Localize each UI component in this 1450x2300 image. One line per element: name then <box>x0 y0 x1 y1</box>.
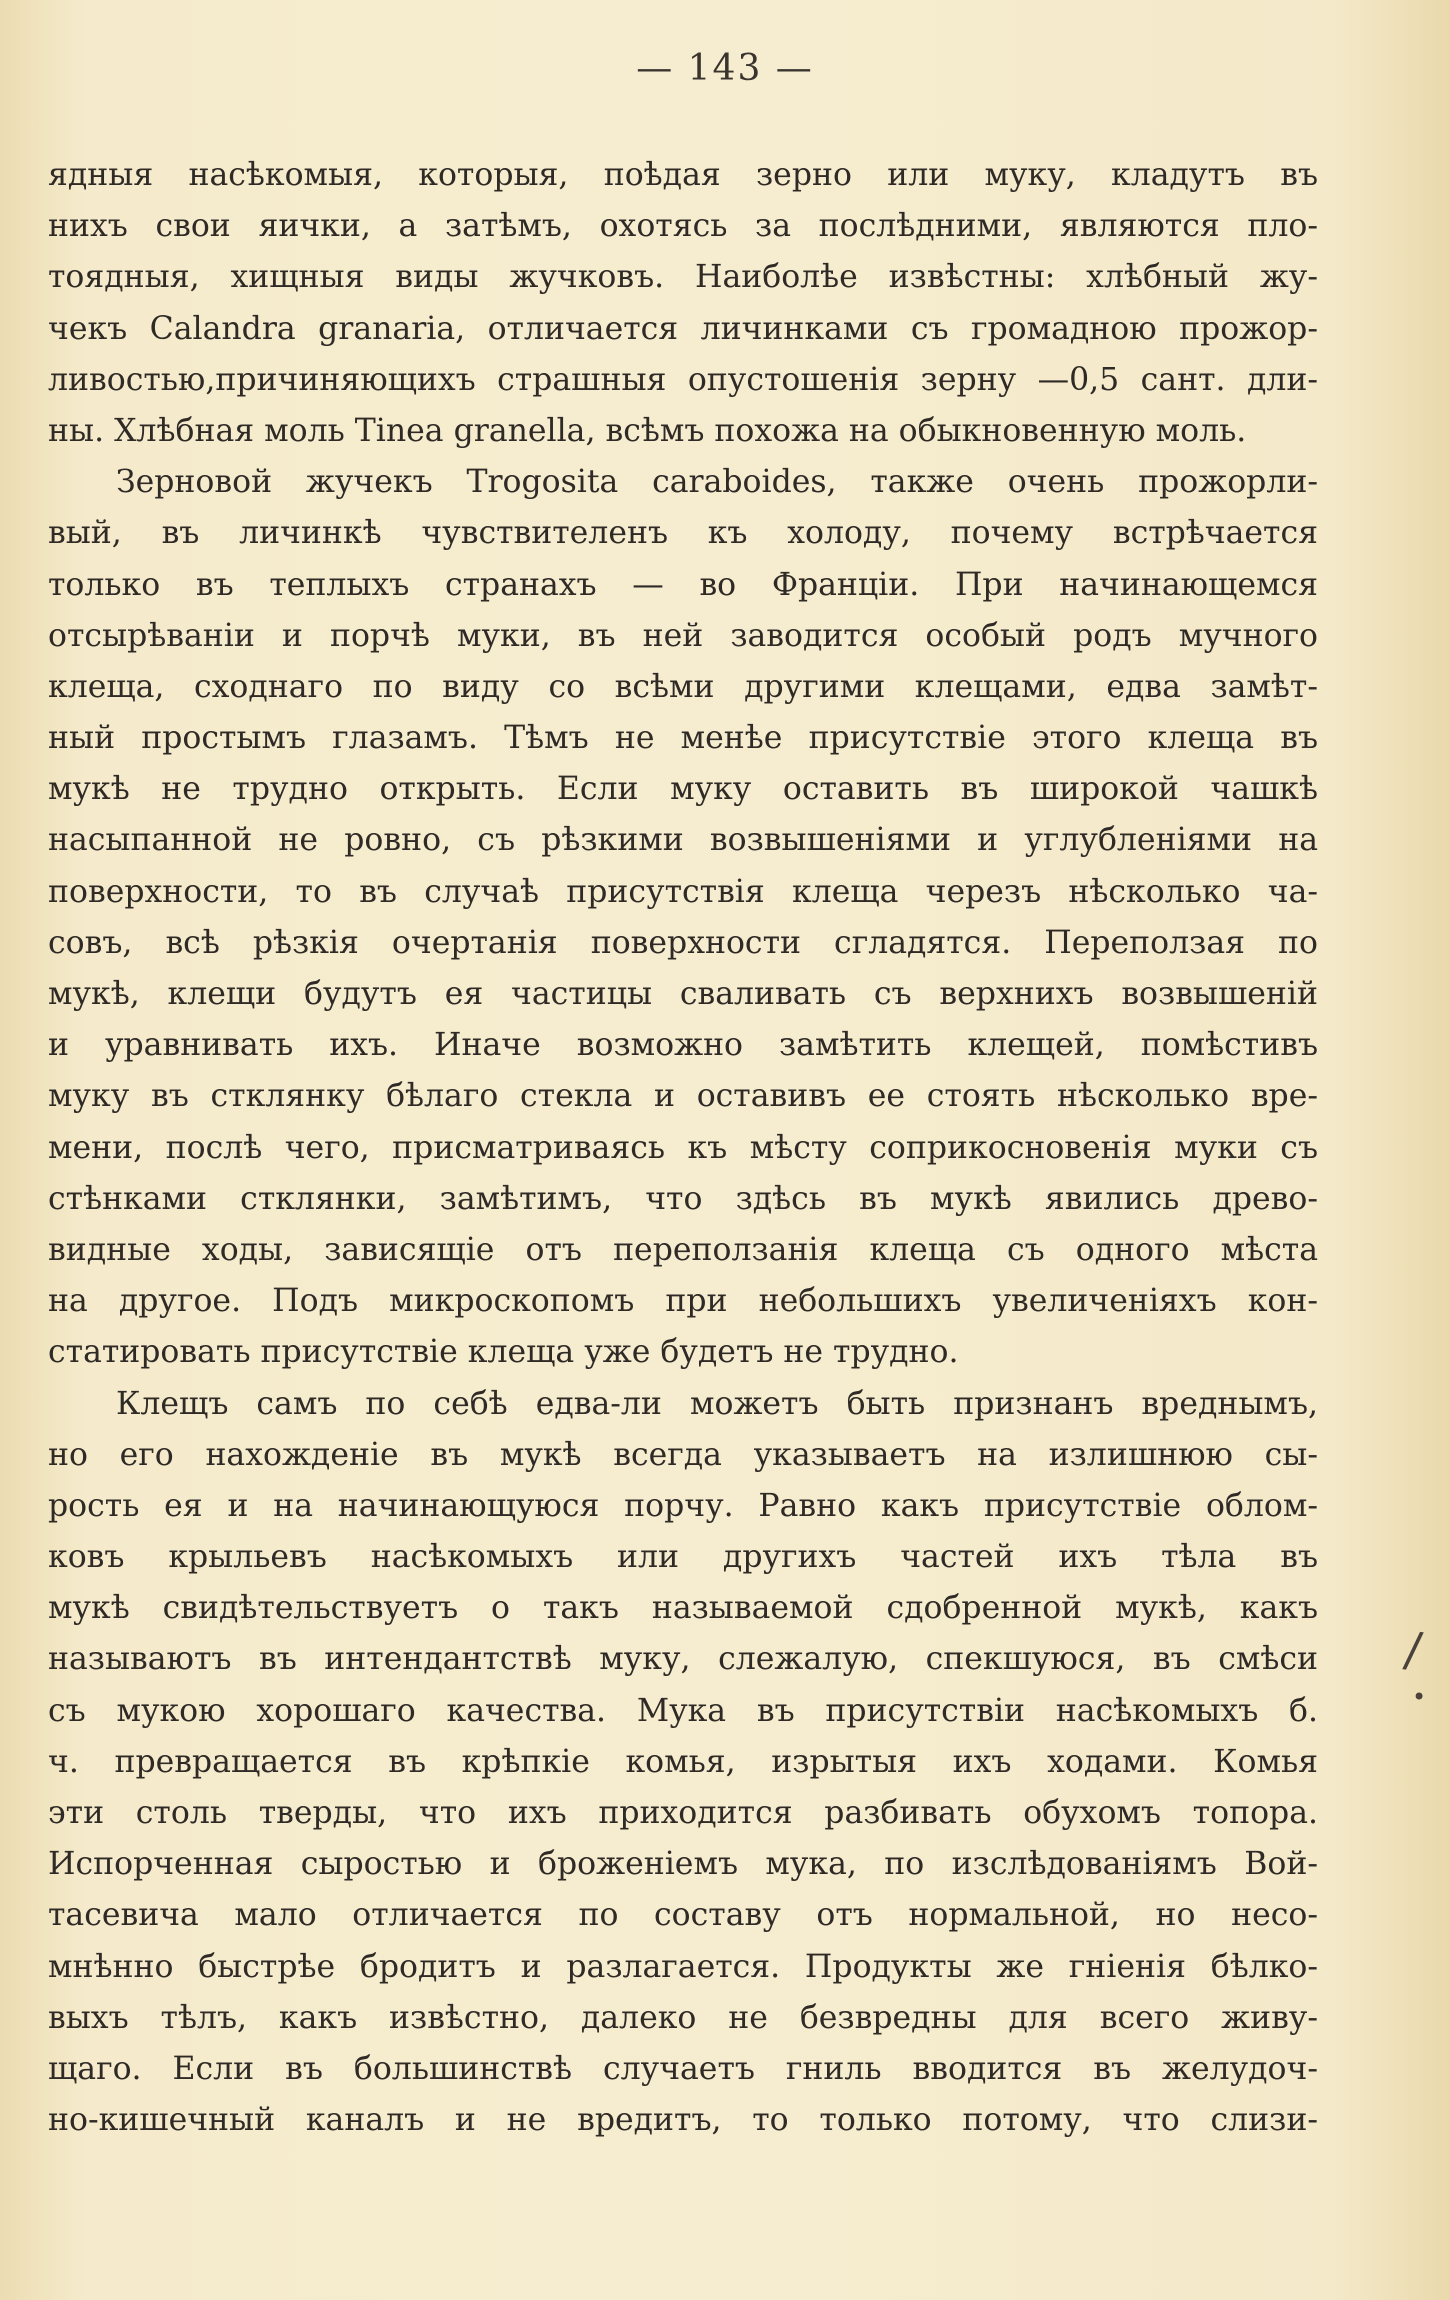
text-line: но его нахожденіе въ мукѣ всегда указываетъ на излишнюю сы- <box>48 1436 1318 1473</box>
text-line: мнѣнно быстрѣе бродитъ и разлагается. Продукты же гніенія бѣлко- <box>48 1948 1318 1985</box>
text-line: отсырѣваніи и порчѣ муки, въ ней заводится особый родъ мучного <box>48 617 1318 654</box>
text-line: ядныя насѣкомыя, которыя, поѣдая зерно или муку, кладутъ въ <box>48 157 1318 193</box>
text-line: выхъ тѣлъ, какъ извѣстно, далеко не безвредны для всего живу- <box>48 1999 1318 2036</box>
text-line: эти столь тверды, что ихъ приходится разбивать обухомъ топора. <box>48 1795 1318 1831</box>
text-line: ливостью,причиняющихъ страшныя опустошенія зерну —0,5 сант. дли- <box>48 361 1318 398</box>
text-line: рость ея и на начинающуюся порчу. Равно какъ присутствіе облом- <box>48 1487 1318 1524</box>
text-line: ковъ крыльевъ насѣкомыхъ или другихъ частей ихъ тѣла въ <box>48 1539 1318 1576</box>
text-line: ный простымъ глазамъ. Тѣмъ не менѣе присутствіе этого клеща въ <box>48 720 1318 757</box>
text-line: клеща, сходнаго по виду со всѣми другими клещами, едва замѣт- <box>48 668 1318 705</box>
text-line: но-кишечный каналъ и не вредитъ, то только потому, что слизи- <box>48 2102 1318 2139</box>
main-text <box>48 150 1318 2146</box>
text-line: мукѣ свидѣтельствуетъ о такъ называемой сдобренной мукѣ, какъ <box>48 1590 1318 1627</box>
text-line: только въ теплыхъ странахъ — во Франціи. При начинающемся <box>48 566 1318 603</box>
text-line: Испорченная сыростью и броженіемъ мука, по изслѣдованіямъ Вой- <box>48 1846 1318 1883</box>
text-line: называютъ въ интендантствѣ муку, слежалую, спекшуюся, въ смѣси <box>48 1641 1318 1678</box>
text-line: чекъ Calandra granaria, отличается личинками съ громадною прожор- <box>48 310 1318 347</box>
text-line: тасевича мало отличается по составу отъ нормальной, но несо- <box>48 1897 1318 1934</box>
margin-slash-mark: / <box>1401 1621 1425 1679</box>
text-line: мукѣ не трудно открыть. Если муку оставить въ широкой чашкѣ <box>48 771 1318 808</box>
paragraph-3 <box>48 1379 1318 2147</box>
text-line: вый, въ личинкѣ чувствителенъ къ холоду, почему встрѣчается <box>48 515 1318 552</box>
text-line: съ мукою хорошаго качества. Мука въ присутствіи насѣкомыхъ б. <box>48 1692 1318 1729</box>
text-line: ны. Хлѣбная моль Tinea granella, всѣмъ похожа на обыкновенную моль. <box>48 412 1247 449</box>
text-line: поверхности, то въ случаѣ присутствія клеща черезъ нѣсколько ча- <box>48 873 1318 910</box>
text-line: Клещъ самъ по себѣ едва-ли можетъ быть признанъ вреднымъ, <box>116 1385 1318 1422</box>
text-line: насыпанной не ровно, съ рѣзкими возвышеніями и углубленіями на <box>48 822 1318 859</box>
text-line: мукѣ, клещи будутъ ея частицы сваливать съ верхнихъ возвышеній <box>48 976 1318 1012</box>
paragraph-1 <box>48 150 1318 457</box>
text-line: видные ходы, зависящіе отъ переползанія клеща съ одного мѣста <box>48 1231 1318 1268</box>
text-line: тоядныя, хищныя виды жучковъ. Наиболѣе извѣстны: хлѣбный жу- <box>48 259 1318 296</box>
text-line: нихъ свои яички, а затѣмъ, охотясь за послѣдними, являются пло- <box>48 208 1318 245</box>
margin-dot-mark: • <box>1412 1683 1427 1711</box>
text-line: на другое. Подъ микроскопомъ при небольшихъ увеличеніяхъ кон- <box>48 1283 1318 1320</box>
text-line: и уравнивать ихъ. Иначе возможно замѣтить клещей, помѣстивъ <box>48 1027 1318 1064</box>
text-line: стѣнками стклянки, замѣтимъ, что здѣсь въ мукѣ явились древо- <box>48 1180 1318 1217</box>
page-number: — 143 — <box>636 48 814 89</box>
text-line: мени, послѣ чего, присматриваясь къ мѣсту соприкосновенія муки съ <box>48 1129 1318 1166</box>
text-line: Зерновой жучекъ Trogosita caraboides, также очень прожорли- <box>116 464 1318 501</box>
text-line: муку въ стклянку бѣлаго стекла и оставивъ ее стоять нѣсколько вре- <box>48 1078 1318 1115</box>
paragraph-2 <box>48 457 1318 1378</box>
text-line: щаго. Если въ большинствѣ случаетъ гниль вводится въ желудоч- <box>48 2050 1318 2087</box>
text-line: статировать присутствіе клеща уже будетъ не трудно. <box>48 1334 959 1371</box>
text-line: ч. превращается въ крѣпкіе комья, изрытыя ихъ ходами. Комья <box>48 1743 1318 1780</box>
text-line: совъ, всѣ рѣзкія очертанія поверхности сгладятся. Переползая по <box>48 924 1318 961</box>
